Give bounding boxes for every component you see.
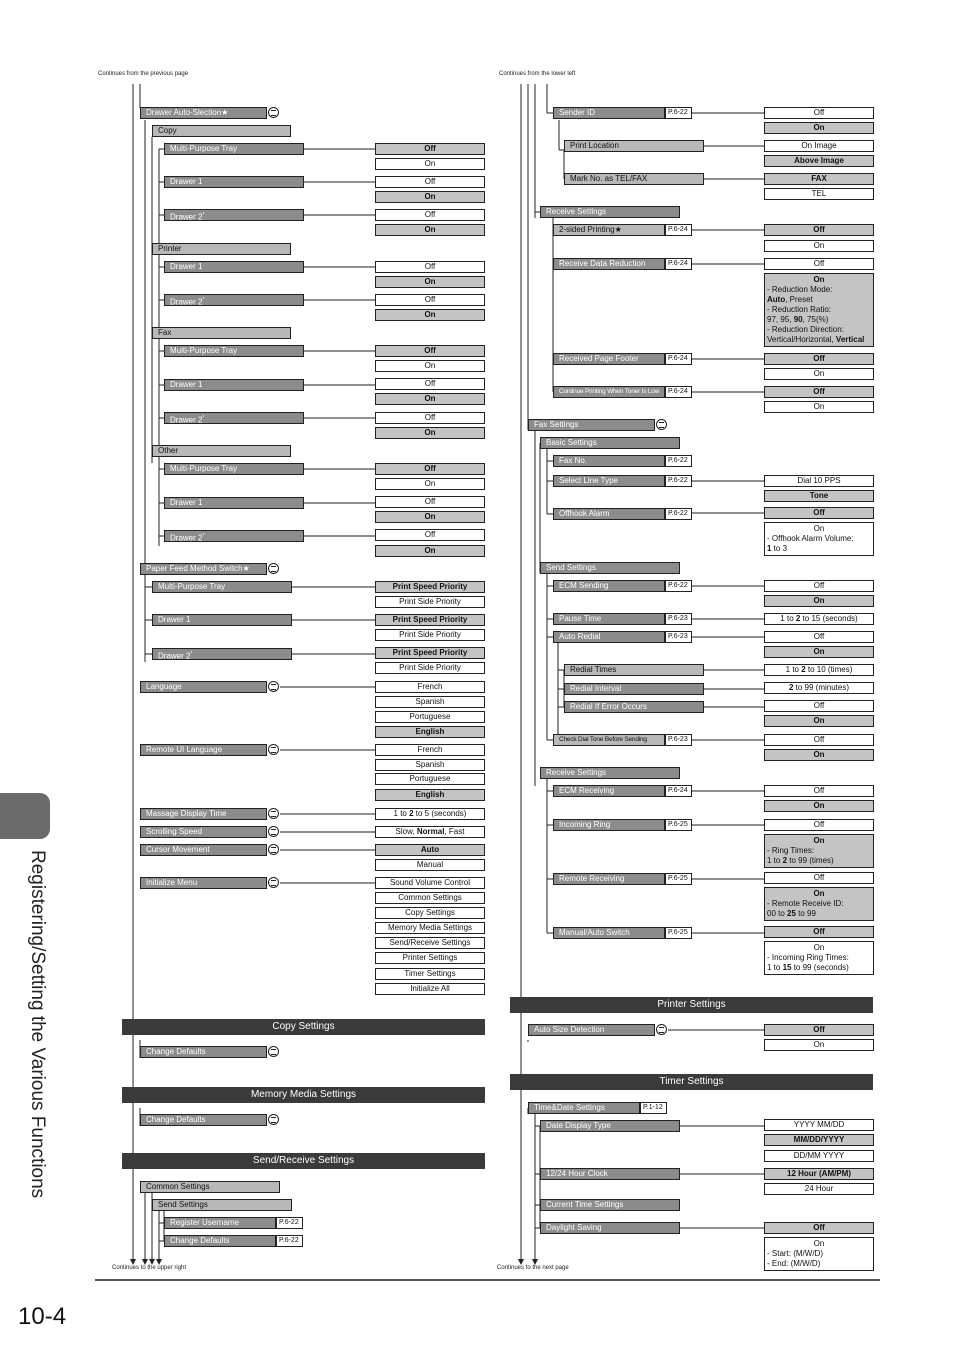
footnote-mark: * (202, 212, 205, 218)
option-on[interactable]: On (375, 224, 485, 236)
page-ref: P.6-25 (665, 927, 692, 939)
default-value: 90 (793, 315, 803, 324)
lock-icon (656, 1024, 667, 1035)
mark-no-item[interactable]: Mark No. as TEL/FAX (564, 173, 704, 185)
option-off[interactable]: Off (764, 872, 874, 884)
copy-change-defaults[interactable]: Change Defaults (140, 1046, 267, 1058)
value-text: , Preset (785, 295, 813, 304)
star-icon: ★ (242, 564, 250, 573)
hour-clock-item[interactable]: 12/24 Hour Clock (540, 1168, 680, 1180)
redial-times-item[interactable]: Redial Times (564, 664, 704, 676)
initialize-menu-item[interactable]: Initialize Menu (140, 877, 267, 889)
option-on[interactable]: On (764, 800, 874, 812)
option-on[interactable]: On (375, 360, 485, 372)
option-on[interactable]: On (764, 368, 874, 380)
option-off[interactable]: Off (764, 785, 874, 797)
option-off[interactable]: Off (764, 107, 874, 119)
option-fax[interactable]: FAX (764, 173, 874, 185)
option-manual[interactable]: Manual (375, 859, 485, 871)
page-ref: P.6-24 (665, 258, 692, 270)
option-print-speed-priority[interactable]: Print Speed Priority (375, 614, 485, 626)
option-on: On (813, 275, 825, 284)
option-dd-mm-yyyy[interactable]: DD/MM YYYY (764, 1150, 874, 1162)
lock-icon (268, 808, 279, 819)
drawer-2-label: Drawer 2 (158, 651, 191, 660)
printer-drawer-2[interactable] (164, 294, 304, 306)
option-spanish[interactable]: Spanish (375, 696, 485, 708)
option-printer-settings[interactable]: Printer Settings (375, 952, 485, 964)
detail-line: - Reduction Direction: (767, 325, 844, 334)
lock-icon (268, 877, 279, 888)
option-on[interactable]: On (764, 240, 874, 252)
option-off[interactable]: Off (375, 261, 485, 273)
value-text: 1 to (393, 809, 410, 818)
page-ref: P.6-22 (276, 1217, 303, 1229)
option-off[interactable]: Off (764, 1024, 874, 1036)
option-on[interactable]: On (764, 646, 874, 658)
page-ref: P.6-23 (665, 734, 692, 746)
value-text: 1 to (780, 614, 796, 623)
detail-line (767, 963, 871, 973)
print-location-item[interactable]: Print Location (564, 140, 704, 152)
lock-icon (656, 419, 667, 430)
option-spanish[interactable]: Spanish (375, 759, 485, 771)
option-24-hour[interactable]: 24 Hour (764, 1183, 874, 1195)
two-sided-printing-item[interactable] (553, 224, 665, 236)
detail-line: - End: (M/W/D) (767, 1259, 821, 1268)
option-off[interactable]: Off (764, 700, 874, 712)
option-english[interactable]: English (375, 726, 485, 738)
page-ref: P.6-24 (665, 386, 692, 398)
lock-icon (268, 1114, 279, 1125)
default-value: 1 (767, 544, 772, 553)
option-off[interactable]: Off (375, 378, 485, 390)
option-on[interactable]: On (375, 191, 485, 203)
option-off[interactable]: Off (764, 353, 874, 365)
detail-line (767, 909, 871, 919)
option-mm-dd-yyyy[interactable]: MM/DD/YYYY (764, 1134, 874, 1146)
ecm-receiving-item[interactable]: ECM Receiving (553, 785, 665, 797)
page-ref: P.6-24 (665, 785, 692, 797)
default-value: Normal (416, 827, 445, 836)
fax-multi-purpose-tray[interactable]: Multi-Purpose Tray (164, 345, 304, 357)
default-value: 2 (409, 809, 414, 818)
drawer-auto-selection-label: Drawer Auto-Slection (146, 108, 222, 117)
detail-line: - Reduction Mode: (767, 285, 833, 294)
manual-auto-on-details[interactable] (764, 941, 874, 975)
option-print-side-priority[interactable]: Print Side Priority (375, 629, 485, 641)
page-ref: P.6-22 (665, 580, 692, 592)
option-sound-volume-control[interactable]: Sound Volume Control (375, 877, 485, 889)
option-off[interactable]: Off (764, 580, 874, 592)
value-text: Slow, (395, 827, 417, 836)
page-ref: P.6-22 (665, 475, 692, 487)
continues-to-next-page-note: Continues to the next page (497, 1265, 569, 1271)
scrolling-speed-item[interactable]: Scrolling Speed (140, 826, 267, 838)
option-off[interactable]: Off (375, 463, 485, 475)
page-ref: P.6-23 (665, 631, 692, 643)
option-off[interactable]: Off (375, 496, 485, 508)
auto-size-detection-item[interactable]: Auto Size Detection (528, 1024, 655, 1036)
value-text: to 99 (minutes) (793, 683, 850, 692)
manual-auto-switch-item[interactable]: Manual/Auto Switch (553, 927, 665, 939)
drawer-2-label: Drawer 2 (170, 212, 203, 221)
detail-line: - Start: (M/W/D) (767, 1249, 823, 1258)
pause-time-item[interactable]: Pause Time (553, 613, 665, 625)
lock-icon (268, 107, 279, 118)
check-dial-tone-item[interactable]: Check Dial Tone Before Sending (553, 734, 665, 746)
other-group[interactable]: Other (152, 445, 291, 457)
fax-settings-item[interactable]: Fax Settings (528, 419, 655, 431)
page-ref: P.6-24 (665, 224, 692, 236)
value-text: 00 to (767, 909, 788, 918)
reduction-on-details[interactable] (764, 273, 874, 347)
detail-line: - Reduction Ratio: (767, 305, 832, 314)
page-ref: P.6-24 (665, 353, 692, 365)
option-english[interactable]: English (375, 789, 485, 801)
detail-line (767, 856, 871, 866)
detail-line: - Ring Times: (767, 846, 815, 855)
other-drawer-1[interactable]: Drawer 1 (164, 497, 304, 509)
option-on[interactable]: On (375, 511, 485, 523)
continues-to-upper-right-note: Continues to the upper right (112, 1265, 187, 1271)
default-value: 2 (788, 683, 794, 692)
star-icon: ★ (221, 108, 229, 117)
value-text: to 10 (times) (805, 665, 853, 674)
detail-line (767, 544, 871, 554)
offhook-on-details[interactable] (764, 522, 874, 556)
timer-settings-header: Timer Settings (510, 1074, 873, 1090)
copy-multi-purpose-tray[interactable]: Multi-Purpose Tray (164, 143, 304, 155)
lock-icon (268, 826, 279, 837)
detail-line: - Offhook Alarm Volume: (767, 534, 854, 543)
value-text: 97, 95, (767, 315, 794, 324)
option-common-settings[interactable]: Common Settings (375, 892, 485, 904)
option-on[interactable]: On (764, 122, 874, 134)
value-text: , 75(%) (802, 315, 829, 324)
option-print-speed-priority[interactable]: Print Speed Priority (375, 647, 485, 659)
offhook-alarm-item[interactable]: Offhook Alarm (553, 508, 665, 520)
paper-feed-mp-tray[interactable]: Multi-Purpose Tray (152, 581, 292, 593)
option-on[interactable]: On (764, 749, 874, 761)
drawer-2-label: Drawer 2 (170, 415, 203, 424)
fax-group[interactable]: Fax (152, 327, 291, 339)
chapter-tab (0, 793, 50, 839)
page-ref: P.6-22 (665, 107, 692, 119)
option-print-side-priority[interactable]: Print Side Priority (375, 662, 485, 674)
option-tone[interactable]: Tone (764, 490, 874, 502)
value-text: 1 to (767, 856, 783, 865)
printer-settings-header: Printer Settings (510, 997, 873, 1013)
option-french[interactable]: French (375, 744, 485, 756)
default-value: 15 (782, 963, 792, 972)
copy-settings-header: Copy Settings (122, 1019, 485, 1035)
fax-drawer-2[interactable] (164, 412, 304, 424)
page-ref: P.6-22 (665, 508, 692, 520)
remote-receiving-item[interactable]: Remote Receiving (553, 873, 665, 885)
page-ref: P.6-22 (665, 455, 692, 467)
option-auto[interactable]: Auto (375, 844, 485, 856)
receive-settings-item-2[interactable]: Receive Settings (540, 767, 680, 779)
option-on: On (813, 943, 825, 952)
scrolling-speed-value[interactable] (375, 826, 485, 838)
value-text: to 99 (seconds) (791, 963, 849, 972)
auto-redial-item[interactable]: Auto Redial (553, 631, 665, 643)
star-icon: ★ (614, 225, 622, 234)
ecm-sending-item[interactable]: ECM Sending (553, 580, 665, 592)
option-portuguese[interactable]: Portuguese (375, 773, 485, 785)
value-text: to 3 (771, 544, 788, 553)
message-display-time-value[interactable] (375, 808, 485, 820)
value-text: , Fast (444, 827, 465, 836)
option-off[interactable]: Off (764, 734, 874, 746)
other-drawer-2[interactable] (164, 530, 304, 542)
default-value: 2 (801, 665, 806, 674)
paper-feed-label: Paper Feed Method Switch (146, 564, 243, 573)
message-display-time-item[interactable]: Massage Display Time (140, 808, 267, 820)
value-text: 1 to (767, 963, 783, 972)
option-on[interactable]: On (375, 478, 485, 490)
time-date-settings-item[interactable]: Time&Date Settings (528, 1102, 640, 1114)
detail-line (767, 335, 871, 345)
receive-data-reduction-item[interactable]: Receive Data Reduction (553, 258, 665, 270)
option-off[interactable]: Off (375, 176, 485, 188)
default-value: 25 (787, 909, 796, 918)
value-text: 1 to (785, 665, 802, 674)
option-off[interactable]: Off (375, 294, 485, 306)
option-on-image[interactable]: On Image (764, 140, 874, 152)
option-on[interactable]: On (764, 715, 874, 727)
option-on[interactable]: On (375, 545, 485, 557)
option-timer-settings[interactable]: Timer Settings (375, 968, 485, 980)
detail-line (767, 295, 871, 305)
paper-feed-method-switch[interactable] (140, 563, 267, 575)
value-text: to 15 (seconds) (800, 614, 858, 623)
option-on: On (813, 1239, 825, 1248)
send-settings-item[interactable]: Send Settings (152, 1199, 292, 1211)
option-on[interactable]: On (375, 309, 485, 321)
option-off[interactable]: Off (764, 507, 874, 519)
basic-settings-item[interactable]: Basic Settings (540, 437, 680, 449)
common-settings-item[interactable]: Common Settings (140, 1181, 280, 1193)
chapter-title: Registering/Setting the Various Functions (27, 850, 48, 1199)
footnote-mark: * (202, 297, 205, 303)
option-yyyy-mm-dd[interactable]: YYYY MM/DD (764, 1119, 874, 1131)
footnote-mark: * (202, 415, 205, 421)
option-above-image[interactable]: Above Image (764, 155, 874, 167)
other-multi-purpose-tray[interactable]: Multi-Purpose Tray (164, 463, 304, 475)
option-on[interactable]: On (764, 1039, 874, 1051)
value-text: to 5 (seconds) (413, 809, 467, 818)
continues-from-previous-note: Continues from the previous page (98, 71, 189, 77)
drawer-2-label: Drawer 2 (170, 533, 203, 542)
option-on[interactable]: On (764, 401, 874, 413)
option-off[interactable]: Off (375, 345, 485, 357)
change-defaults-item[interactable]: Change Defaults (164, 1235, 276, 1247)
two-sided-label: 2-sided Printing (559, 225, 615, 234)
continue-printing-item[interactable]: Continue Printing When Toner Is Low (553, 386, 665, 398)
option-off[interactable]: Off (764, 258, 874, 270)
option-off[interactable]: Off (375, 529, 485, 541)
remote-ui-language-item[interactable]: Remote UI Language (140, 744, 267, 756)
option-initialize-all[interactable]: Initialize All (375, 983, 485, 995)
fax-drawer-1[interactable]: Drawer 1 (164, 379, 304, 391)
option-off[interactable]: Off (375, 143, 485, 155)
incoming-ring-item[interactable]: Incoming Ring (553, 819, 665, 831)
copy-drawer-2[interactable] (164, 209, 304, 221)
language-item[interactable]: Language (140, 681, 267, 693)
option-print-speed-priority[interactable]: Print Speed Priority (375, 581, 485, 593)
option-on: On (813, 836, 825, 845)
detail-line (767, 315, 871, 325)
page-number: 10-4 (18, 1303, 67, 1330)
default-value: Auto (767, 295, 786, 304)
detail-line: - Incoming Ring Times: (767, 953, 849, 962)
option-on[interactable]: On (764, 595, 874, 607)
printer-group[interactable]: Printer (152, 243, 291, 255)
page-ref: P.6-25 (665, 819, 692, 831)
lock-icon (268, 1046, 279, 1057)
send-receive-settings-header: Send/Receive Settings (122, 1153, 485, 1169)
redial-interval-value[interactable] (764, 682, 874, 694)
default-value: 2 (782, 856, 788, 865)
default-value: 2 (795, 614, 801, 623)
value-text: Vertical/Horizontal, (767, 335, 836, 344)
value-text: to 99 (795, 909, 816, 918)
register-username-item[interactable]: Register Username (164, 1217, 276, 1229)
date-display-type-item[interactable]: Date Display Type (540, 1120, 680, 1132)
option-off[interactable]: Off (764, 386, 874, 398)
received-page-footer-item[interactable]: Received Page Footer (553, 353, 665, 365)
incoming-ring-on-details[interactable] (764, 834, 874, 868)
option-print-side-priority[interactable]: Print Side Priority (375, 596, 485, 608)
sender-id-item[interactable]: Sender ID (553, 107, 665, 119)
footnote-mark: * (202, 533, 205, 539)
drawer-auto-selection-item[interactable] (140, 107, 267, 119)
page-ref: P.1-12 (640, 1102, 667, 1114)
pause-time-value[interactable] (764, 613, 874, 625)
page-ref: P.6-22 (276, 1235, 303, 1247)
default-value: Vertical (835, 335, 865, 344)
option-off[interactable]: Off (764, 224, 874, 236)
lock-icon (268, 744, 279, 755)
option-on: On (813, 524, 825, 533)
value-text: to 99 (times) (787, 856, 834, 865)
option-memory-media-settings[interactable]: Memory Media Settings (375, 922, 485, 934)
redial-interval-item[interactable]: Redial Interval (564, 683, 704, 695)
copy-group[interactable]: Copy (152, 125, 291, 137)
option-on[interactable]: On (375, 393, 485, 405)
option-off[interactable]: Off (764, 819, 874, 831)
option-off[interactable]: Off (764, 926, 874, 938)
fax-no-item[interactable]: Fax No. (553, 455, 665, 467)
page-ref: P.6-23 (665, 613, 692, 625)
option-on: On (813, 889, 825, 898)
option-on[interactable]: On (375, 427, 485, 439)
option-french[interactable]: French (375, 681, 485, 693)
paper-feed-drawer-1[interactable]: Drawer 1 (152, 614, 292, 626)
option-dial-10-pps[interactable]: Dial 10 PPS (764, 475, 874, 487)
option-12-hour[interactable]: 12 Hour (AM/PM) (764, 1168, 874, 1180)
option-on[interactable]: On (375, 276, 485, 288)
remote-receiving-on-details[interactable] (764, 887, 874, 921)
page-ref: P.6-25 (665, 873, 692, 885)
option-off[interactable]: Off (764, 1222, 874, 1234)
receive-settings-item[interactable]: Receive Settings (540, 206, 680, 218)
detail-line: - Remote Receive ID: (767, 899, 844, 908)
option-on[interactable]: On (375, 158, 485, 170)
send-settings-item[interactable]: Send Settings (540, 562, 680, 574)
lock-icon (268, 844, 279, 855)
cursor-movement-item[interactable]: Cursor Movement (140, 844, 267, 856)
continues-from-lower-left-note: Continues from the lower left (499, 71, 576, 77)
current-time-settings-item[interactable]: Current Time Settings (540, 1199, 680, 1211)
option-off[interactable]: Off (764, 631, 874, 643)
option-copy-settings[interactable]: Copy Settings (375, 907, 485, 919)
option-off[interactable]: Off (375, 412, 485, 424)
daylight-saving-on-details[interactable] (764, 1237, 874, 1271)
select-line-type-item[interactable]: Select Line Type (553, 475, 665, 487)
copy-drawer-1[interactable]: Drawer 1 (164, 176, 304, 188)
memory-media-change-defaults[interactable]: Change Defaults (140, 1114, 267, 1126)
option-send-receive-settings[interactable]: Send/Receive Settings (375, 937, 485, 949)
memory-media-settings-header: Memory Media Settings (122, 1087, 485, 1103)
printer-drawer-1[interactable]: Drawer 1 (164, 261, 304, 273)
redial-if-error-item[interactable]: Redial If Error Occurs (564, 701, 704, 713)
footnote-mark: * (190, 651, 193, 657)
paper-feed-drawer-2[interactable] (152, 648, 292, 660)
lock-icon (268, 681, 279, 692)
drawer-2-label: Drawer 2 (170, 297, 203, 306)
option-off[interactable]: Off (375, 209, 485, 221)
redial-times-value[interactable] (764, 664, 874, 676)
option-portuguese[interactable]: Portuguese (375, 711, 485, 723)
daylight-saving-item[interactable]: Daylight Saving (540, 1222, 680, 1234)
lock-icon (268, 563, 279, 574)
option-tel[interactable]: TEL (764, 188, 874, 200)
